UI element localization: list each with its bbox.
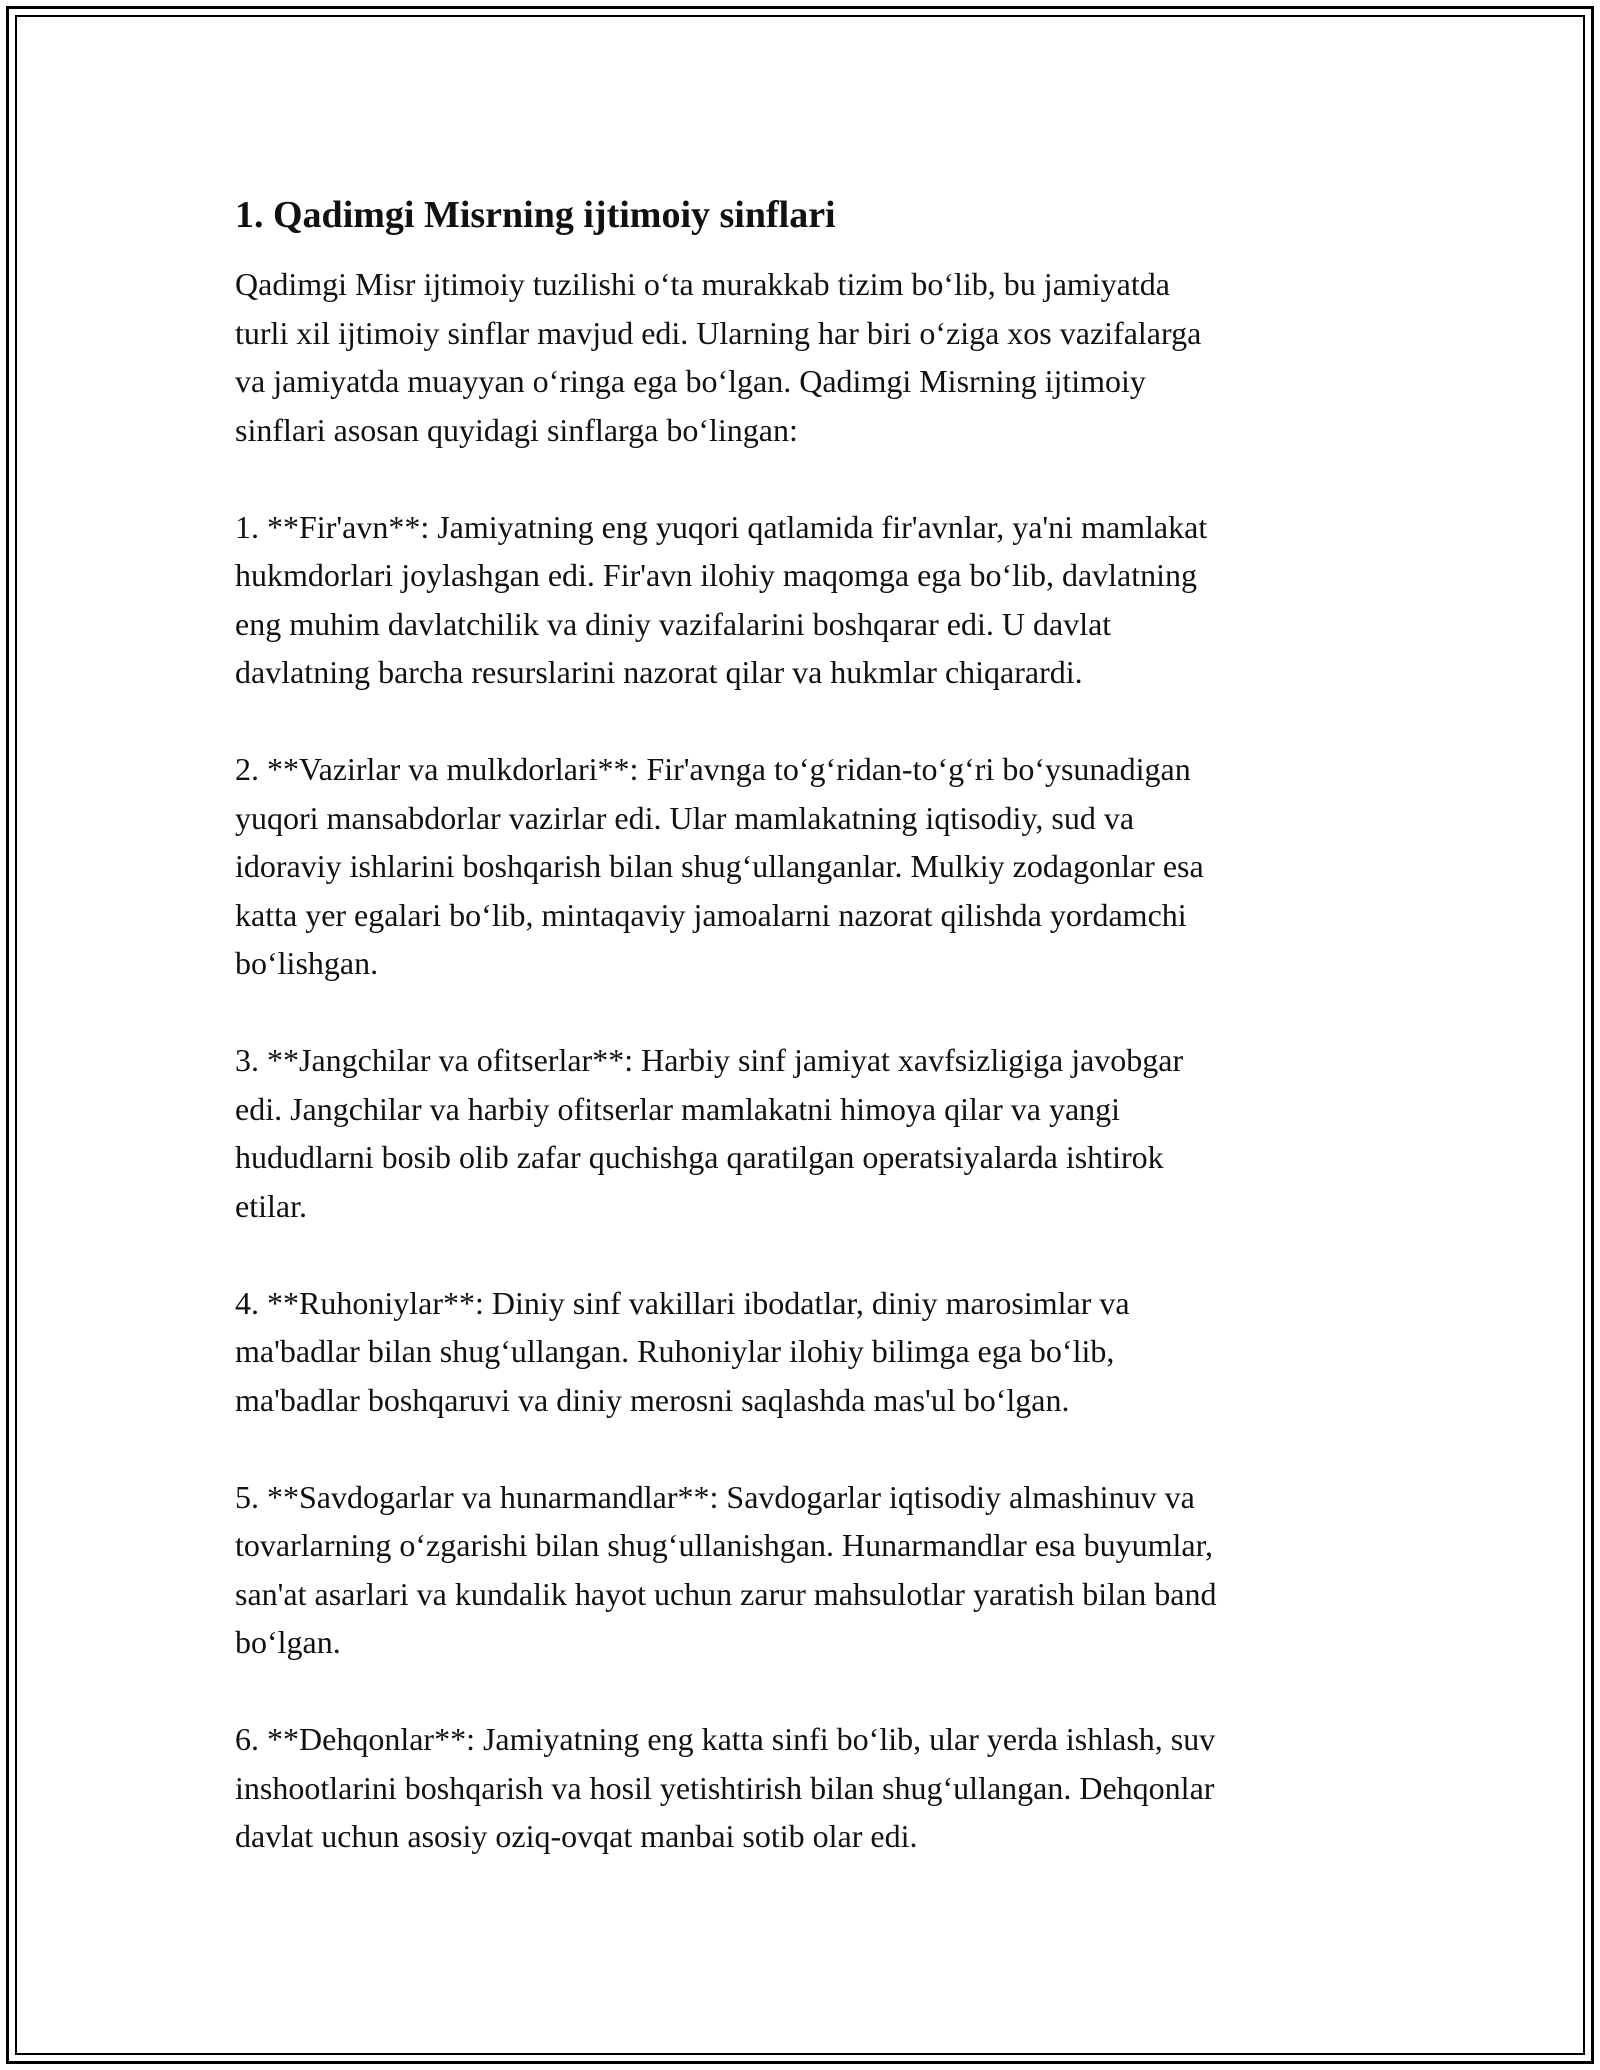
document-title: 1. Qadimgi Misrning ijtimoiy sinflari [235, 194, 836, 236]
paragraph-ruhoniylar: 4. **Ruhoniylar**: Diniy sinf vakillari ibodatlar, diniy marosimlar va ma'badlar bilan shug‘ullangan. Ruhoniylar ilohiy bilimga ega bo‘lib, ma'badlar boshqaruvi va diniy merosni saqlashda mas'ul bo‘lgan. [235, 1284, 1130, 1418]
paragraph-savdogarlar: 5. **Savdogarlar va hunarmandlar**: Savdogarlar iqtisodiy almashinuv va tovarlarning o‘zgarishi bilan shug‘ullanishgan. Hunarmandlar esa buyumlar, san'at asarlari va kundalik hayot uchun zarur mahsulotlar yaratish bilan band bo‘lgan. [235, 1478, 1217, 1660]
paragraph-dehqonlar: 6. **Dehqonlar**: Jamiyatning eng katta sinfi bo‘lib, ular yerda ishlash, suv inshootlarini boshqarish va hosil yetishtirish bilan shug‘ullangan. Dehqonlar davlat uchun asosiy oziq-ovqat manbai sotib olar edi. [235, 1721, 1216, 1854]
paragraph-intro: Qadimgi Misr ijtimoiy tuzilishi o‘ta murakkab tizim bo‘lib, bu jamiyatda turli xil ijtimoiy sinflar mavjud edi. Ularning har biri o‘ziga xos vazifalarga va jamiyatda muayyan o‘ringa ega bo‘lgan. Qadimgi Misrning ijtimoiy sinflari asosan quyidagi sinflarga bo‘lingan: [235, 266, 1202, 448]
paragraph-jangchilar: 3. **Jangchilar va ofitserlar**: Harbiy sinf jamiyat xavfsizligiga javobgar edi. Jangchilar va harbiy ofitserlar mamlakatni himoya qilar va yangi hududlarni bosib olib zafar quchishga qaratilgan operatsiyalarda ishtirok etilar. [235, 1042, 1184, 1224]
paragraph-firavn: 1. **Fir'avn**: Jamiyatning eng yuqori qatlamida fir'avnlar, ya'ni mamlakat hukmdorlari joylashgan edi. Fir'avn ilohiy maqomga ega bo‘lib, davlatning eng muhim davlatchilik va diniy vazifalarini boshqarar edi. U davlat davlatning barcha resurslarini nazorat qilar va hukmlar chiqarardi. [235, 508, 1208, 690]
paragraph-vazirlar: 2. **Vazirlar va mulkdorlari**: Fir'avnga to‘g‘ridan-to‘g‘ri bo‘ysunadigan yuqori mansabdorlar vazirlar edi. Ular mamlakatning iqtisodiy, sud va idoraviy ishlarini boshqarish bilan shug‘ullanganlar. Mulkiy zodagonlar esa katta yer egalari bo‘lib, mintaqaviy jamoalarni nazorat qilishda yordamchi bo‘lishgan. [235, 751, 1204, 981]
document-body [235, 180, 1365, 1861]
